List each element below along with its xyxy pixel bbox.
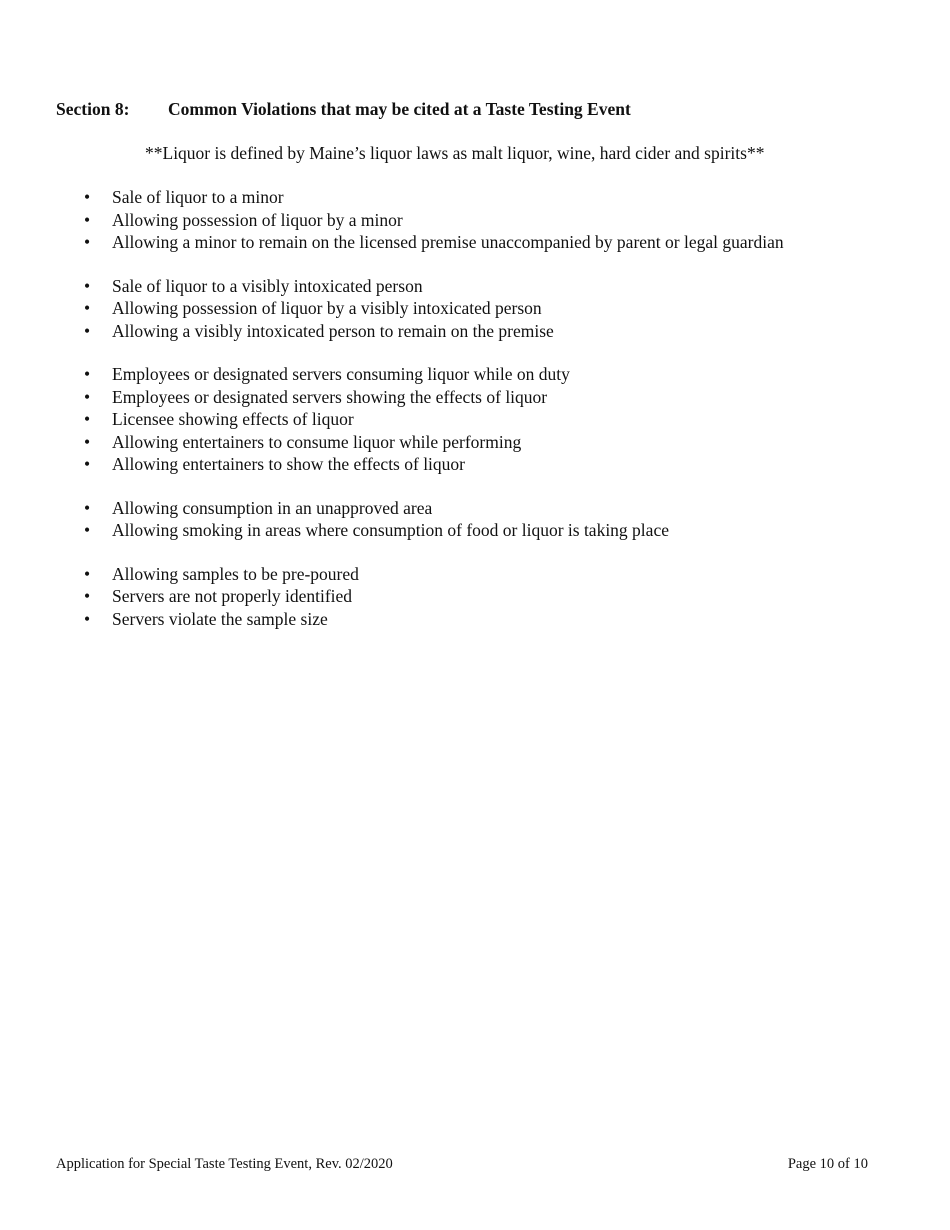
list-item: • Allowing possession of liquor by a visibly intoxicated person [84, 298, 542, 318]
section-heading [56, 98, 631, 120]
violation-group-intoxicated [84, 275, 944, 343]
list-item: • Servers are not properly identified [84, 586, 353, 606]
list-item: • Employees or designated servers consuming liquor while on duty [84, 364, 570, 384]
bullet-icon: • [84, 386, 91, 407]
section-number: Section 8: [56, 99, 130, 119]
bullet-icon: • [84, 364, 91, 384]
list-item: • Allowing entertainers to show the effects of liquor [84, 454, 465, 474]
bullet-icon: • [84, 232, 91, 252]
section-title: Common Violations that may be cited at a Taste Testing Event [168, 99, 631, 119]
list-item: • Sale of liquor to a visibly intoxicated person [84, 275, 423, 296]
list-item: • Employees or designated servers showing the effects of liquor [84, 386, 548, 407]
violation-group-areas [84, 497, 944, 542]
list-item: • Sale of liquor to a minor [84, 187, 284, 207]
bullet-icon: • [84, 298, 91, 318]
list-item: • Allowing entertainers to consume liquor while performing [84, 431, 522, 452]
bullet-icon: • [84, 497, 91, 518]
list-item: • Allowing a minor to remain on the licensed premise unaccompanied by parent or legal guardian [84, 232, 784, 252]
list-item: • Allowing consumption in an unapproved area [84, 497, 433, 518]
bullet-icon: • [84, 563, 91, 584]
violation-group-minors [84, 186, 944, 254]
footer-page-number: Page 10 of 10 [787, 1156, 868, 1172]
list-item: • Allowing smoking in areas where consumption of food or liquor is taking place [84, 520, 669, 540]
violation-group-staff [84, 363, 944, 476]
bullet-icon: • [84, 520, 91, 540]
liquor-definition-note: **Liquor is defined by Maine’s liquor laws as malt liquor, wine, hard cider and spirits** [145, 143, 765, 163]
list-item: • Allowing possession of liquor by a minor [84, 209, 403, 230]
violation-group-samples [84, 563, 944, 631]
bullet-icon: • [84, 320, 91, 341]
bullet-icon: • [84, 409, 91, 429]
footer-form-title: Application for Special Taste Testing Event, Rev. 02/2020 [56, 1156, 393, 1172]
violations-list [84, 186, 944, 651]
list-item: • Servers violate the sample size [84, 608, 328, 629]
bullet-icon: • [84, 454, 91, 474]
list-item: • Allowing samples to be pre-poured [84, 563, 359, 584]
bullet-icon: • [84, 586, 91, 606]
list-item: • Licensee showing effects of liquor [84, 409, 354, 429]
bullet-icon: • [84, 431, 91, 452]
bullet-icon: • [84, 275, 91, 296]
list-item: • Allowing a visibly intoxicated person to remain on the premise [84, 320, 554, 341]
bullet-icon: • [84, 187, 91, 207]
bullet-icon: • [84, 209, 91, 230]
bullet-icon: • [84, 608, 91, 629]
